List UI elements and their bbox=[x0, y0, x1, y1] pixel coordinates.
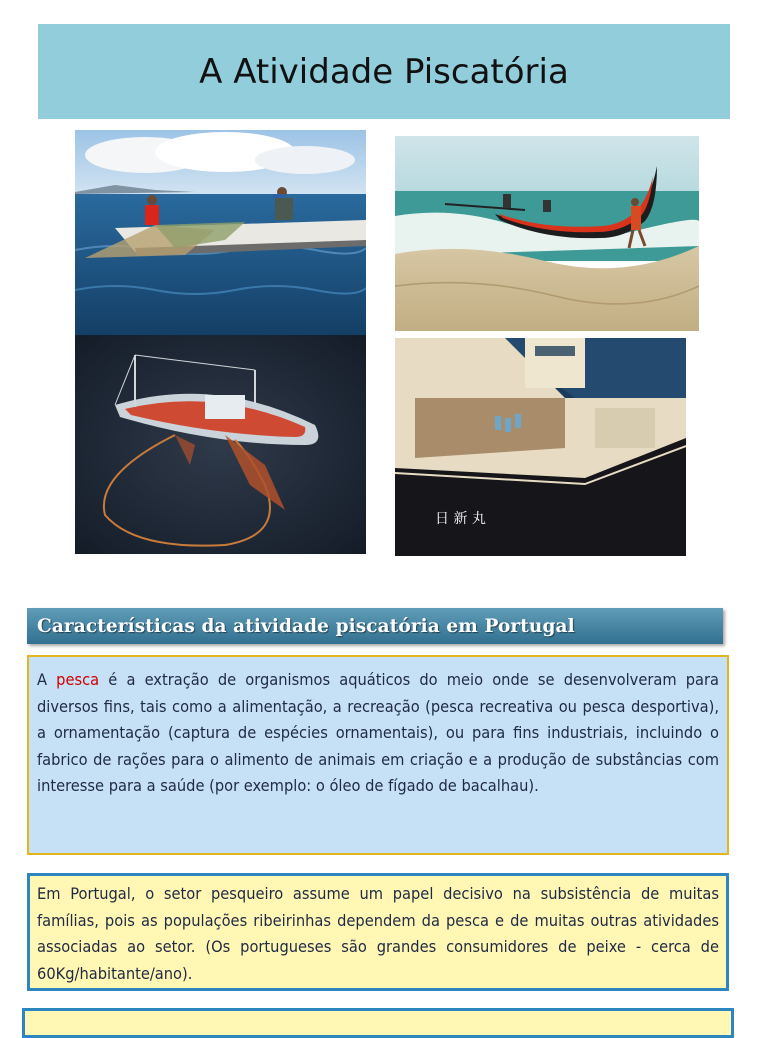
next-box bbox=[22, 1008, 734, 1038]
section-header-text: Características da atividade piscatória em Portugal bbox=[37, 615, 575, 637]
photo-whaling-ship-deck bbox=[395, 338, 686, 556]
photo-aerial-seine-vessel bbox=[75, 335, 366, 554]
svg-text:日 新 丸: 日 新 丸 bbox=[435, 511, 486, 527]
page-title: A Atividade Piscatória bbox=[199, 51, 569, 92]
definition-text bbox=[37, 667, 719, 800]
definition-body: é a extração de organismos aquáticos do meio onde se desenvolveram para diversos fins, tais como a alimentação, a recreação (pesca recreativa ou pesca desportiva), a ornamentação (captura de espécies ornamentais), ou para fins industriais, incluindo o fabrico de rações para o alimento de animais em criação e a produção de substâncias com interesse para a saúde (por exemplo: o óleo de fígado de bacalhau). bbox=[37, 670, 720, 795]
definition-box bbox=[27, 655, 729, 855]
photo-fishermen-net-boat bbox=[75, 130, 366, 335]
definition-highlight: pesca bbox=[56, 670, 100, 689]
definition-prefix: A bbox=[37, 670, 57, 689]
photo-boat-on-beach bbox=[395, 136, 699, 331]
section-header bbox=[27, 608, 723, 644]
title-banner bbox=[38, 24, 730, 119]
portugal-box bbox=[27, 873, 729, 991]
portugal-text: Em Portugal, o setor pesqueiro assume um papel decisivo na subsistência de muitas famílias, pois as populações ribeirinhas dependem da pesca e de muitas outras atividades associadas ao setor. (Os portugueses são grandes consumidores de peixe - cerca de 60Kg/habitante/ano). bbox=[37, 884, 719, 983]
